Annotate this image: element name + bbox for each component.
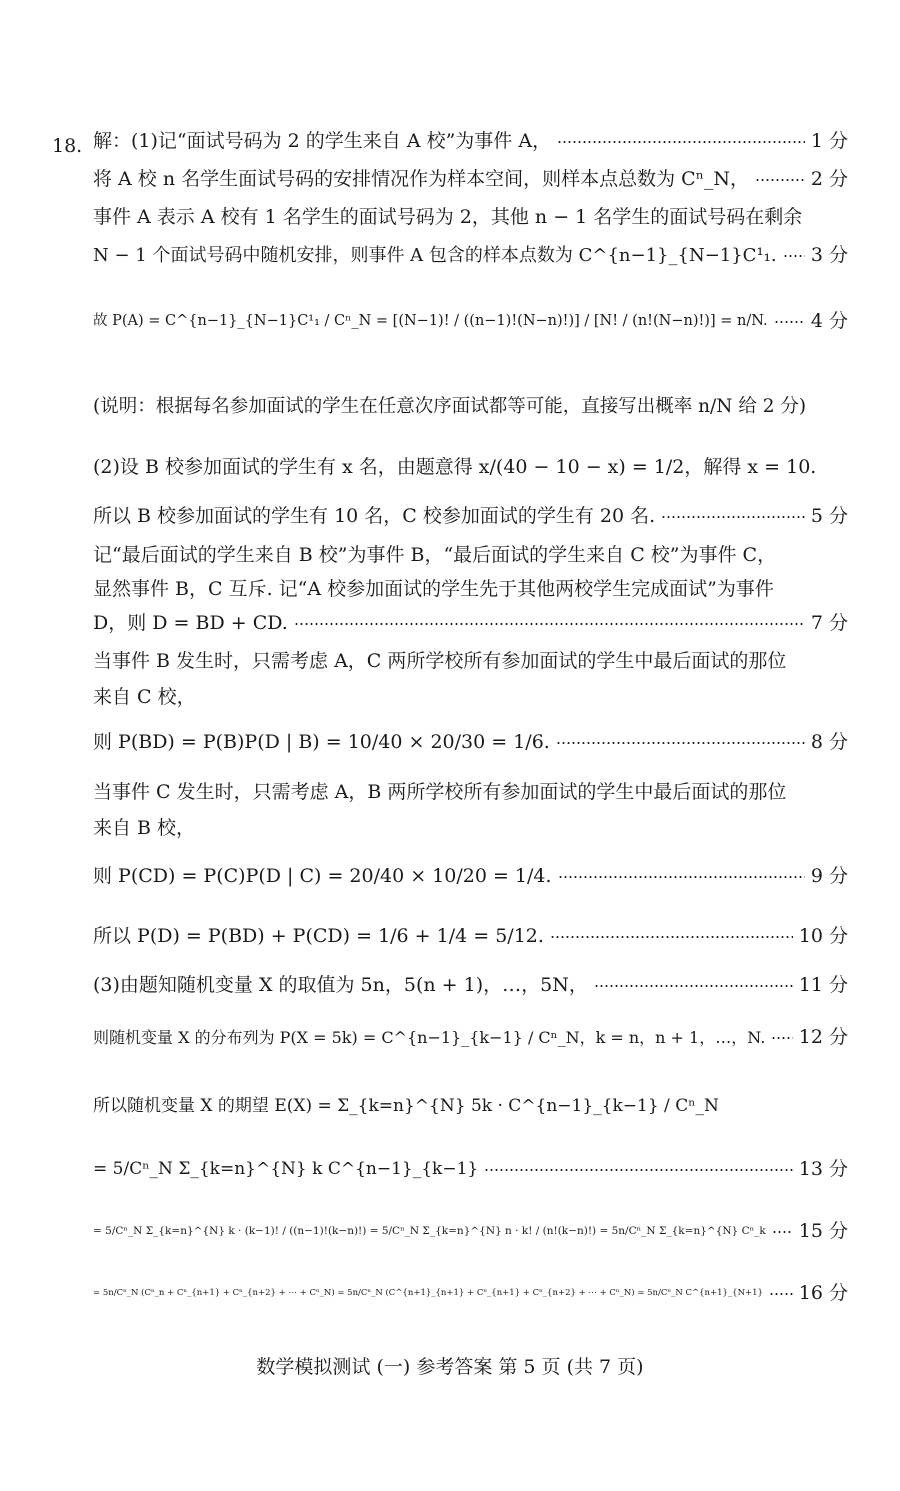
line-text: 解：(1)记“面试号码为 2 的学生来自 A 校”为事件 A， — [93, 130, 552, 152]
solution-line-7 — [93, 458, 848, 477]
score: 2 分 — [810, 168, 848, 190]
line-text: 当事件 B 发生时，只需考虑 A，C 两所学校所有参加面试的学生中最后面试的那位 — [93, 650, 787, 672]
score: 8 分 — [810, 731, 848, 753]
score: 15 分 — [798, 1220, 848, 1242]
solution-line-1 — [93, 132, 848, 151]
line-text: 所以随机变量 X 的期望 E(X) = Σ_{k=n}^{N} 5k · C^{n−1}_{k−1} / Cⁿ_N — [93, 1096, 719, 1116]
leader-dots — [771, 1037, 792, 1039]
line-text: N − 1 个面试号码中随机安排，则事件 A 包含的样本点数为 C^{n−1}_{N−1}C¹₁. — [93, 244, 777, 266]
line-text: 故 P(A) = C^{n−1}_{N−1}C¹₁ / Cⁿ_N = [(N−1)! / ((n−1)!(N−n)!)] / [N! / (n!(N−n)!)] = n/N. — [93, 313, 768, 330]
leader-dots — [661, 516, 805, 518]
solution-line-18 — [93, 927, 848, 946]
score: 11 分 — [798, 974, 848, 996]
solution-line-14 — [93, 733, 848, 752]
line-text: 记“最后面试的学生来自 B 校”为事件 B，“最后面试的学生来自 C 校”为事件 C， — [93, 544, 777, 566]
score: 10 分 — [798, 925, 848, 947]
line-text: D，则 D = BD + CD. — [93, 612, 288, 634]
leader-dots — [294, 623, 805, 625]
solution-line-23 — [93, 1222, 848, 1241]
line-text: (2)设 B 校参加面试的学生有 x 名，由题意得 x/(40 − 10 − x) = 1/2，解得 x = 10. — [93, 456, 817, 478]
line-text: = 5/Cⁿ_N Σ_{k=n}^{N} k · (k−1)! / ((n−1)!(k−n)!) = 5/Cⁿ_N Σ_{k=n}^{N} n · k! / (n!(k−n)!) = 5n/Cⁿ_N Σ_{k=n}^{N} Cⁿ_k — [93, 1225, 766, 1238]
score: 4 分 — [810, 310, 848, 332]
solution-line-15 — [93, 783, 848, 802]
solution-line-8 — [93, 507, 848, 526]
line-text: 事件 A 表示 A 校有 1 名学生的面试号码为 2，其他 n − 1 名学生的面试号码在剩余 — [93, 206, 803, 228]
line-text: 则 P(CD) = P(C)P(D | C) = 20/40 × 10/20 = 1/4. — [93, 865, 552, 887]
solution-line-10 — [93, 580, 848, 599]
line-text: 所以 P(D) = P(BD) + P(CD) = 1/6 + 1/4 = 5/12. — [93, 925, 544, 947]
solution-line-5 — [93, 312, 848, 331]
line-text: 所以 B 校参加面试的学生有 10 名，C 校参加面试的学生有 20 名. — [93, 505, 656, 527]
line-text: 显然事件 B，C 互斥. 记“A 校参加面试的学生先于其他两校学生完成面试”为事件 — [93, 578, 774, 600]
line-text: 来自 B 校， — [93, 817, 196, 839]
page-footer: 数学模拟测试 (一) 参考答案 第 5 页 (共 7 页) — [256, 1356, 644, 1378]
leader-dots — [774, 321, 805, 323]
score: 9 分 — [810, 865, 848, 887]
score: 1 分 — [810, 130, 848, 152]
solution-line-3 — [93, 208, 848, 227]
solution-line-11 — [93, 614, 848, 633]
solution-line-20 — [93, 1028, 848, 1047]
score: 12 分 — [798, 1026, 848, 1048]
leader-dots — [755, 179, 805, 181]
line-text: (3)由题知随机变量 X 的取值为 5n，5(n + 1)，…，5N， — [93, 974, 588, 996]
line-text: = 5/Cⁿ_N Σ_{k=n}^{N} k C^{n−1}_{k−1} — [93, 1159, 479, 1179]
solution-line-12 — [93, 652, 848, 671]
solution-line-24 — [93, 1284, 848, 1303]
solution-line-13 — [93, 688, 848, 707]
solution-line-4 — [93, 246, 848, 265]
line-text: 将 A 校 n 名学生面试号码的安排情况作为样本空间，则样本点总数为 Cⁿ_N， — [93, 168, 750, 190]
leader-dots — [556, 742, 805, 744]
score: 3 分 — [810, 244, 848, 266]
line-text: = 5n/Cⁿ_N (Cⁿ_n + Cⁿ_{n+1} + Cⁿ_{n+2} + ⋯ + Cⁿ_N) = 5n/Cⁿ_N (C^{n+1}_{n+1} + Cⁿ_{n+1} + Cⁿ_{n+2} + ⋯ + Cⁿ_N) = 5n/Cⁿ_N C^{n+1}_{N+1} — [93, 1288, 763, 1299]
score: 16 分 — [798, 1282, 848, 1304]
solution-line-22 — [93, 1160, 848, 1179]
leader-dots — [484, 1169, 793, 1171]
score: 13 分 — [798, 1158, 848, 1180]
leader-dots — [558, 876, 805, 878]
leader-dots — [783, 255, 805, 257]
problem-number: 18. — [52, 135, 83, 157]
leader-dots — [594, 985, 793, 987]
leader-dots — [557, 141, 805, 143]
line-text: (说明：根据每名参加面试的学生在任意次序面试都等可能，直接写出概率 n/N 给 2 分) — [93, 396, 807, 417]
line-text: 则 P(BD) = P(B)P(D | B) = 10/40 × 20/30 = 1/6. — [93, 731, 550, 753]
solution-line-21 — [93, 1098, 848, 1115]
score: 5 分 — [810, 505, 848, 527]
solution-line-17 — [93, 867, 848, 886]
solution-note — [93, 398, 848, 417]
solution-line-9 — [93, 546, 848, 565]
line-text: 则随机变量 X 的分布列为 P(X = 5k) = C^{n−1}_{k−1} / Cⁿ_N，k = n，n + 1，…，N. — [93, 1027, 766, 1047]
line-text: 来自 C 校， — [93, 686, 196, 708]
score: 7 分 — [810, 612, 848, 634]
line-text: 当事件 C 发生时，只需考虑 A，B 两所学校所有参加面试的学生中最后面试的那位 — [93, 781, 787, 803]
leader-dots — [550, 936, 793, 938]
leader-dots — [769, 1293, 793, 1295]
solution-line-2 — [93, 170, 848, 189]
solution-line-19 — [93, 976, 848, 995]
solution-line-16 — [93, 819, 848, 838]
leader-dots — [772, 1231, 793, 1233]
